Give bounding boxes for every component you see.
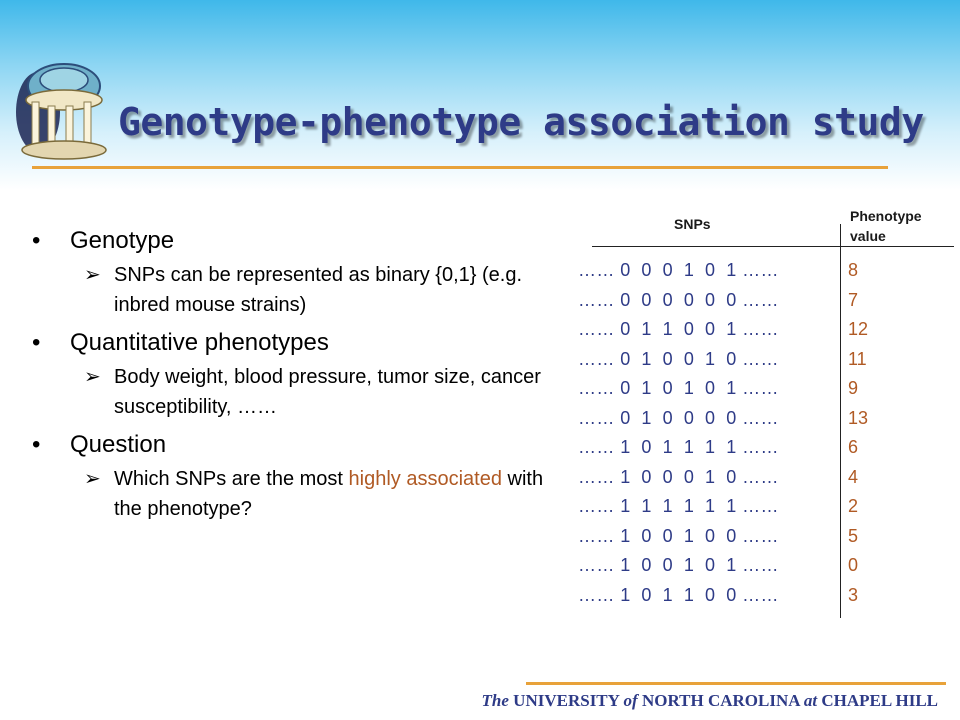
sub-bullet-text-pre: Which SNPs are the most [114,468,349,490]
table-row [578,349,918,379]
table-row [578,437,918,467]
table-row [578,260,918,290]
table-header-divider [592,246,954,247]
phenotype-value: 2 [848,496,859,516]
bullet-label: Genotype [70,227,175,254]
phenotype-header-line2: value [850,228,886,244]
arrow-bullet-icon: ➢ [84,264,101,286]
snp-sequence: …… 1 1 1 1 1 1 …… [578,496,779,516]
bullet-dot-icon: • [32,329,41,356]
table-row [578,290,918,320]
snp-sequence: …… 0 0 0 0 0 0 …… [578,289,779,310]
phenotype-value: 9 [848,378,859,398]
sub-bullet-text: SNPs can be represented as binary {0,1} (e.g. inbred mouse strains) [114,264,523,316]
snp-sequence: …… 0 1 0 1 0 1 …… [578,378,779,398]
table-rows [578,260,918,614]
phenotype-value: 4 [848,466,859,487]
table-row [578,496,918,526]
sub-bullet-text-post: with the phenotype? [114,468,544,520]
phenotype-value: 7 [848,289,859,310]
old-well-logo-icon [8,56,110,164]
sub-bullet-text: Body weight, blood pressure, tumor size, cancer susceptibility, …… [114,366,541,418]
bullet-label: Quantitative phenotypes [70,329,329,356]
table-row [578,467,918,497]
snp-sequence: …… 0 0 0 1 0 1 …… [578,260,779,280]
sub-bullet-phenotypes [30,362,550,422]
table-row [578,319,918,349]
snp-sequence: …… 1 0 1 1 1 1 …… [578,437,779,457]
phenotype-value: 3 [848,584,859,605]
phenotype-value: 8 [848,260,859,280]
bullet-list [30,218,550,532]
snp-sequence: …… 0 1 1 0 0 1 …… [578,319,779,339]
snp-sequence: …… 0 1 0 0 0 0 …… [578,407,779,428]
phenotype-header-line1: Phenotype [850,208,922,224]
highlighted-text: highly associated [348,468,502,490]
bullet-dot-icon: • [32,227,41,254]
university-footer: The UNIVERSITY of NORTH CAROLINA at CHAPEL HILL [481,691,938,710]
snp-sequence: …… 1 0 0 1 0 0 …… [578,525,779,546]
arrow-bullet-icon: ➢ [84,366,101,388]
sub-bullet-question [30,464,550,524]
bullet-quantitative-phenotypes [30,328,550,358]
bullet-question [30,430,550,460]
phenotype-value: 13 [848,407,869,428]
phenotype-value: 11 [848,348,867,369]
snps-column-header: SNPs [674,216,711,232]
bullet-dot-icon: • [32,431,41,458]
arrow-bullet-icon: ➢ [84,468,101,490]
snp-sequence: …… 1 0 0 1 0 1 …… [578,555,779,575]
table-row [578,408,918,438]
snp-sequence: …… 0 1 0 0 1 0 …… [578,348,779,369]
phenotype-value: 5 [848,525,859,546]
bullet-genotype [30,226,550,256]
footer-divider [526,682,946,685]
table-row [578,526,918,556]
phenotype-value: 6 [848,437,859,457]
phenotype-column-header [850,206,922,246]
title-divider [32,166,888,169]
phenotype-value: 12 [848,319,869,339]
phenotype-value: 0 [848,555,859,575]
page-title: Genotype-phenotype association study [118,100,924,144]
bullet-label: Question [70,431,167,458]
snp-sequence: …… 1 0 1 1 0 0 …… [578,584,779,605]
snp-sequence: …… 1 0 0 0 1 0 …… [578,466,779,487]
table-row [578,555,918,585]
table-row [578,585,918,615]
snp-phenotype-table [570,200,950,620]
header-background [0,0,960,190]
sub-bullet-genotype [30,260,550,320]
table-row [578,378,918,408]
